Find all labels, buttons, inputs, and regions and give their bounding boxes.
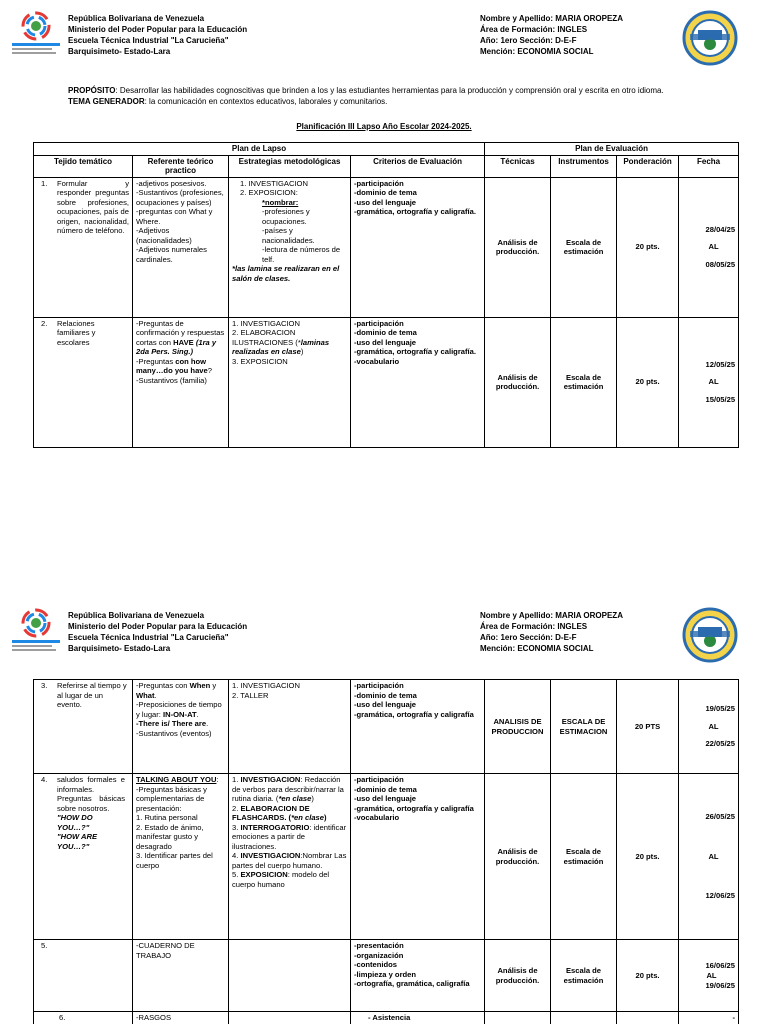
- table-row: [34, 1012, 739, 1024]
- referente-text: .: [196, 709, 199, 719]
- criterio-line: -contenidos: [354, 960, 398, 969]
- institution-line: Barquisimeto- Estado-Lara: [68, 644, 171, 653]
- criterios-cell: [351, 940, 485, 1012]
- ministry-logo-icon: [10, 607, 62, 657]
- referente-line: -Sustantivos (familia): [136, 375, 207, 385]
- referente-bold: HAVE: [173, 337, 194, 347]
- estrategia-bold: laminas realizadas en clase: [232, 337, 330, 356]
- estrategia-text: 2.: [232, 803, 239, 813]
- purpose-section: [68, 85, 708, 107]
- tejido-question: "HOW DO YOU…?": [57, 813, 93, 832]
- referente-line: 1. Rutina personal: [136, 813, 198, 822]
- estrategia-text: 2. ELABORACION ILUSTRACIONES (*: [232, 328, 301, 347]
- generator-label: TEMA GENERADOR: [68, 97, 145, 106]
- referente-cell: [133, 1012, 229, 1024]
- referente-bold: (1ra y 2da Pers. Sing.): [136, 337, 217, 356]
- col-estrategias: Estrategias metodológicas: [229, 155, 351, 177]
- estrategia-line: 3. EXPOSICION: [232, 356, 288, 366]
- page-header: [0, 597, 768, 667]
- estrategia-line: 2. TALLER: [232, 690, 269, 700]
- page-1: [0, 0, 768, 470]
- tejido-cell: [34, 774, 133, 940]
- fecha-cell: [679, 940, 739, 1012]
- fecha-end: 12/06/25: [705, 891, 735, 901]
- table-row: [34, 680, 739, 774]
- referente-text: .: [154, 690, 157, 700]
- tejido-text: Relaciones familiares y escolares: [57, 318, 96, 347]
- referente-cell: [133, 774, 229, 940]
- estrategia-line: 1. INVESTIGACION: [240, 178, 308, 188]
- ponderacion-cell: 20 pts.: [617, 940, 679, 1012]
- page-header: [0, 0, 768, 70]
- teacher-block: [480, 610, 623, 654]
- estrategia-text: 5.: [232, 870, 239, 879]
- institution-line: Escuela Técnica Industrial "La Carucieña": [68, 36, 229, 45]
- fecha-start: 16/06/25: [705, 960, 735, 970]
- referente-cell: [133, 317, 229, 447]
- criterios-cell: [351, 317, 485, 447]
- row-number: 2.: [41, 318, 48, 328]
- estrategia-text: 4.: [232, 851, 239, 860]
- estrategia-bold: INTERROGATORIO: [240, 822, 310, 832]
- fecha-start: 19/05/25: [705, 704, 735, 714]
- teacher-line: Nombre y Apellido: MARIA OROPEZA: [480, 611, 623, 620]
- tejido-text: Formular y responder preguntas sobre profesiones, ocupaciones, país de origen, nacionalidad, número de teléfono.: [57, 178, 129, 235]
- institution-line: Escuela Técnica Industrial "La Carucieña": [68, 633, 229, 642]
- row-number: 4.: [41, 775, 48, 784]
- referente-bold: con how many…do you have: [136, 356, 208, 375]
- teacher-block: [480, 13, 623, 57]
- col-referente: Referente teórico practico: [133, 155, 229, 177]
- criterio-line: -presentación: [354, 941, 404, 950]
- criterio-line: -uso del lenguaje: [354, 794, 417, 803]
- estrategia-line: *las lamina se realizaran en el salón de clases.: [232, 264, 340, 283]
- fecha-end: 15/05/25: [705, 394, 736, 404]
- instrumento-cell: Escala de estimación: [551, 317, 617, 447]
- criterio-line: -ortografía, gramática, caligrafía: [354, 979, 470, 988]
- tecnica-cell: ANALISIS DE PRODUCCION: [485, 680, 551, 774]
- tejido-cell: [34, 177, 133, 317]
- fecha-al: AL: [708, 377, 719, 387]
- tecnica-cell: Análisis de producción.: [485, 774, 551, 940]
- estrategia-text: : modelo del cuerpo humano: [232, 870, 330, 889]
- criterios-cell: [351, 680, 485, 774]
- referente-line: -CUADERNO DE TRABAJO: [136, 941, 195, 960]
- row-number: 6.: [59, 1013, 66, 1022]
- fecha-start: 28/04/25: [705, 224, 736, 234]
- estrategias-cell: [229, 177, 351, 317]
- tejido-text: Referirse al tiempo y al lugar de un evento.: [57, 681, 127, 709]
- col-criterios: Criterios de Evaluación: [351, 155, 485, 177]
- referente-text: y: [212, 681, 217, 690]
- teacher-line: Área de Formación: INGLES: [480, 25, 588, 34]
- criterio-line: -participación: [354, 178, 404, 188]
- criterio-line: -limpieza y orden: [354, 969, 417, 979]
- referente-text: -Preguntas con: [136, 681, 188, 690]
- fecha-end: 08/05/25: [705, 259, 736, 269]
- fecha-start: 26/05/25: [705, 812, 735, 822]
- instrumento-cell: Escala de estimación: [551, 940, 617, 1012]
- instrumento-cell: Escala de estimación: [551, 177, 617, 317]
- fecha-start: 12/05/25: [705, 359, 736, 369]
- fecha-al: AL: [708, 851, 719, 861]
- referente-bold: IN-ON-AT: [163, 709, 197, 719]
- fecha-al: AL: [708, 242, 719, 252]
- criterios-cell: [351, 774, 485, 940]
- school-seal-icon: [682, 10, 738, 66]
- col-tejido: Tejido temático: [34, 155, 133, 177]
- col-instrumentos: Instrumentos: [551, 155, 617, 177]
- fecha-al: AL: [706, 970, 717, 980]
- row-number: 1.: [41, 178, 48, 188]
- page-2: [0, 597, 768, 1024]
- ministry-logo-icon: [10, 10, 62, 60]
- planning-table: [33, 142, 739, 448]
- ponderacion-cell: 20 pts.: [617, 774, 679, 940]
- referente-text: :: [216, 775, 219, 784]
- referente-line: -RASGOS: [136, 1013, 172, 1022]
- criterio-line: -gramática, ortografía y caligrafía: [354, 709, 474, 719]
- criterio-line: -participación: [354, 775, 404, 784]
- col-tecnicas: Técnicas: [485, 155, 551, 177]
- criterio-line: -participación: [354, 681, 404, 690]
- referente-line: 3. Identificar partes del cuerpo: [136, 851, 213, 870]
- instrumento-cell: ESCALA DE ESTIMACION: [551, 680, 617, 774]
- tejido-question: "HOW ARE YOU…?": [57, 832, 98, 851]
- tecnica-cell: Análisis de producción.: [485, 317, 551, 447]
- referente-line: -Sustantivos (profesiones, ocupaciones y países): [136, 188, 224, 207]
- criterios-cell: [351, 1012, 485, 1024]
- referente-cell: [133, 680, 229, 774]
- referente-line: 2. Estado de ánimo, manifestar gusto y desagrado: [136, 822, 204, 851]
- table-row: [34, 774, 739, 940]
- purpose-label: PROPÓSITO: [68, 86, 116, 95]
- tejido-cell: [34, 1012, 133, 1024]
- estrategia-text: : Redacción de verbos para describir/narrar la rutina diaria. (: [232, 775, 344, 803]
- referente-line: -Sustantivos (eventos): [136, 728, 212, 738]
- fecha-cell: [679, 177, 739, 317]
- fecha-cell: [679, 317, 739, 447]
- institution-block: [68, 610, 247, 654]
- fecha-al: AL: [708, 721, 719, 731]
- estrategia-line: -lectura de números de telf.: [262, 245, 341, 264]
- fecha-cell: [679, 680, 739, 774]
- estrategia-bold: INVESTIGACION: [240, 851, 301, 860]
- fecha-partial: -: [732, 1013, 735, 1022]
- estrategia-bold: INVESTIGACION: [240, 775, 301, 784]
- school-seal-icon: [682, 607, 738, 663]
- criterio-line: - Asistencia: [368, 1013, 411, 1022]
- instrumento-cell: [551, 1012, 617, 1024]
- estrategia-bold: *en clase: [291, 813, 324, 822]
- referente-line: -adjetivos posesivos.: [136, 178, 207, 188]
- criterio-line: -uso del lenguaje: [354, 337, 417, 347]
- ponderacion-cell: 20 pts.: [617, 317, 679, 447]
- instrumento-cell: Escala de estimación: [551, 774, 617, 940]
- estrategia-text: ): [300, 347, 304, 356]
- estrategias-cell: [229, 774, 351, 940]
- referente-bold: When: [189, 681, 211, 690]
- teacher-line: Año: 1ero Sección: D-E-F: [480, 36, 577, 45]
- criterio-line: -uso del lenguaje: [354, 700, 417, 709]
- referente-cell: [133, 177, 229, 317]
- criterio-line: -vocabulario: [354, 813, 400, 822]
- referente-bold: TALKING ABOUT YOU: [136, 775, 217, 784]
- tecnica-cell: Análisis de producción.: [485, 177, 551, 317]
- tejido-text: saludos formales e informales. Preguntas básicas sobre nosotros.: [57, 775, 125, 813]
- teacher-line: Mención: ECONOMIA SOCIAL: [480, 47, 594, 56]
- row-number: 5.: [41, 941, 48, 950]
- ponderacion-cell: 20 PTS: [617, 680, 679, 774]
- referente-bold: What: [136, 690, 155, 700]
- referente-text: -Preguntas de confirmación y respuestas cortas con: [136, 318, 225, 347]
- referente-text: ?: [207, 366, 212, 375]
- referente-line: -Adjetivos (nacionalidades): [136, 226, 192, 245]
- ponderacion-cell: 20 pts.: [617, 177, 679, 317]
- institution-line: República Bolivariana de Venezuela: [68, 611, 205, 620]
- criterio-line: -gramática, ortografía y caligrafía: [354, 803, 474, 813]
- col-ponderacion: Ponderación: [617, 155, 679, 177]
- estrategias-cell: [229, 680, 351, 774]
- fecha-end: 19/06/25: [705, 980, 735, 990]
- tecnica-cell: Análisis de producción.: [485, 940, 551, 1012]
- estrategia-line: 1. INVESTIGACION: [232, 681, 300, 690]
- fecha-end: 22/05/25: [705, 739, 735, 749]
- estrategia-line: -profesiones y ocupaciones.: [262, 207, 310, 226]
- criterio-line: -gramática, ortografía y caligrafía.: [354, 347, 476, 356]
- col-fecha: Fecha: [679, 155, 739, 177]
- tecnica-cell: [485, 1012, 551, 1024]
- referente-line: -preguntas con What y Where.: [136, 207, 213, 226]
- estrategias-cell: [229, 317, 351, 447]
- teacher-line: Nombre y Apellido: MARIA OROPEZA: [480, 14, 623, 23]
- estrategia-line: -países y nacionalidades.: [262, 226, 315, 245]
- table-row: [34, 317, 739, 447]
- criterio-line: -dominio de tema: [354, 188, 417, 197]
- criterio-line: -dominio de tema: [354, 328, 417, 337]
- plan-title: Planificación III Lapso Año Escolar 2024-2025.: [296, 122, 472, 131]
- teacher-line: Mención: ECONOMIA SOCIAL: [480, 644, 594, 653]
- estrategia-text: ): [311, 794, 314, 803]
- referente-text: -Preposiciones de tiempo y lugar:: [136, 700, 222, 719]
- referente-bold: -There is/ There are: [136, 719, 207, 728]
- criterio-line: -gramática, ortografía y caligrafía.: [354, 207, 476, 216]
- criterio-line: -dominio de tema: [354, 690, 417, 700]
- institution-line: República Bolivariana de Venezuela: [68, 14, 205, 23]
- referente-line: -Adjetivos numerales cardinales.: [136, 245, 207, 264]
- criterio-line: -uso del lenguaje: [354, 197, 417, 207]
- fecha-cell: [679, 1012, 739, 1024]
- tejido-cell: [34, 680, 133, 774]
- institution-line: Ministerio del Poder Popular para la Educación: [68, 622, 248, 631]
- referente-text: .: [206, 719, 209, 728]
- criterio-line: -vocabulario: [354, 356, 400, 366]
- estrategia-bold: *en clase: [278, 794, 312, 803]
- criterio-line: -dominio de tema: [354, 784, 417, 794]
- criterios-cell: [351, 177, 485, 317]
- referente-cell: [133, 940, 229, 1012]
- criterio-line: -participación: [354, 318, 404, 328]
- tejido-cell: [34, 940, 133, 1012]
- teacher-line: Año: 1ero Sección: D-E-F: [480, 633, 577, 642]
- estrategia-bold: . (: [284, 813, 292, 822]
- fecha-cell: [679, 774, 739, 940]
- estrategia-line: 1. INVESTIGACION: [232, 318, 300, 328]
- estrategia-bold: ELABORACION DE FLASHCARDS: [232, 803, 310, 822]
- estrategia-line: 2. EXPOSICION:: [240, 188, 298, 197]
- estrategia-bold: ): [324, 813, 327, 822]
- ponderacion-cell: [617, 1012, 679, 1024]
- planning-table-continued: [33, 679, 739, 1024]
- criterio-line: -organización: [354, 950, 404, 960]
- generator-text: : la comunicación en contextos educativos, laborales y comunitarios.: [144, 97, 388, 106]
- estrategia-text: :Nombrar Las partes del cuerpo humano.: [232, 851, 347, 870]
- institution-block: [68, 13, 247, 57]
- estrategias-cell: [229, 1012, 351, 1024]
- row-number: 3.: [41, 681, 48, 690]
- institution-line: Ministerio del Poder Popular para la Educación: [68, 25, 248, 34]
- estrategia-line: *nombrar:: [262, 197, 299, 207]
- plan-lapso-header: Plan de Lapso: [34, 143, 485, 156]
- referente-text: -Preguntas: [136, 356, 174, 366]
- estrategia-text: 1.: [232, 775, 239, 784]
- plan-eval-header: Plan de Evaluación: [485, 143, 739, 156]
- estrategias-cell: [229, 940, 351, 1012]
- tejido-cell: [34, 317, 133, 447]
- estrategia-text: : identificar emociones a partir de ilustraciones.: [232, 822, 347, 851]
- purpose-text: : Desarrollar las habilidades cognoscitivas que brinden a los y las estudiantes herramientas para la producción y comprensión oral y escrita en otro idioma.: [115, 86, 664, 95]
- estrategia-bold: EXPOSICION: [240, 870, 288, 879]
- referente-line: -Preguntas básicas y complementarias de presentación:: [136, 784, 207, 813]
- institution-line: Barquisimeto- Estado-Lara: [68, 47, 171, 56]
- estrategia-text: 3.: [232, 822, 239, 832]
- teacher-line: Área de Formación: INGLES: [480, 622, 588, 631]
- table-row: [34, 177, 739, 317]
- table-row: [34, 940, 739, 1012]
